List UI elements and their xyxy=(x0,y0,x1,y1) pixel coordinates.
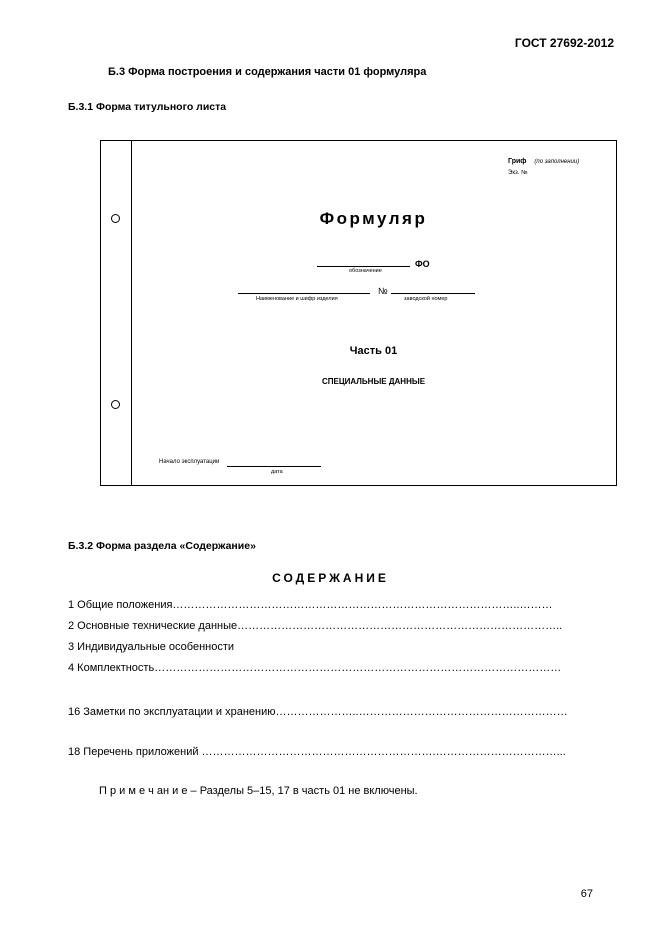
binding-hole-icon xyxy=(111,400,120,409)
copy-number-label: Экз. № xyxy=(508,170,528,176)
grif-field xyxy=(508,158,579,165)
section-b32-heading: Б.3.2 Форма раздела «Содержание» xyxy=(68,540,256,552)
toc-item: 3 Индивидуальные особенности xyxy=(68,641,235,653)
fo-code: ФО xyxy=(415,259,430,269)
product-line xyxy=(238,293,370,294)
title-page-form xyxy=(100,140,617,486)
toc-item: 4 Комплектность………………………………………………………………………………………………… xyxy=(68,662,562,674)
contents-title: СОДЕРЖАНИЕ xyxy=(272,571,389,585)
note-text: П р и м е ч ан и е – Разделы 5–15, 17 в часть 01 не включены. xyxy=(99,785,418,797)
document-title: Формуляр xyxy=(319,209,428,228)
designation-line xyxy=(317,266,410,267)
section-b31-heading: Б.3.1 Форма титульного листа xyxy=(68,101,227,113)
date-label: дата xyxy=(271,469,283,475)
operation-start-line xyxy=(227,466,321,467)
grif-note: (по заполнении) xyxy=(534,159,580,165)
special-data-heading: СПЕЦИАЛЬНЫЕ ДАННЫЕ xyxy=(321,377,426,386)
product-label: Наименование и шифр изделия xyxy=(256,296,338,302)
part-title: Часть 01 xyxy=(349,345,398,357)
standard-number: ГОСТ 27692-2012 xyxy=(514,36,614,50)
toc-item: 1 Общие положения…………………………………………………………………………………..……… xyxy=(68,599,553,611)
section-b3-heading: Б.3 Форма построения и содержания части 01 формуляра xyxy=(108,66,427,78)
designation-label: обозначение xyxy=(349,268,382,274)
page-number: 67 xyxy=(580,888,593,900)
toc-item: 18 Перечень приложений ……………………………………………………….……………………………... xyxy=(68,746,566,758)
toc-item: 16 Заметки по эксплуатации и хранению…………………..………………………………………………… xyxy=(68,706,568,718)
operation-start-label: Начало эксплуатации xyxy=(159,459,220,465)
grif-label: Гриф xyxy=(508,158,527,165)
serial-label: заводской номер xyxy=(404,296,448,302)
toc-item: 2 Основные технические данные…………………………………………………………………………….. xyxy=(68,620,563,632)
number-sign: № xyxy=(378,286,388,296)
serial-line xyxy=(391,293,475,294)
binding-line xyxy=(131,141,132,485)
